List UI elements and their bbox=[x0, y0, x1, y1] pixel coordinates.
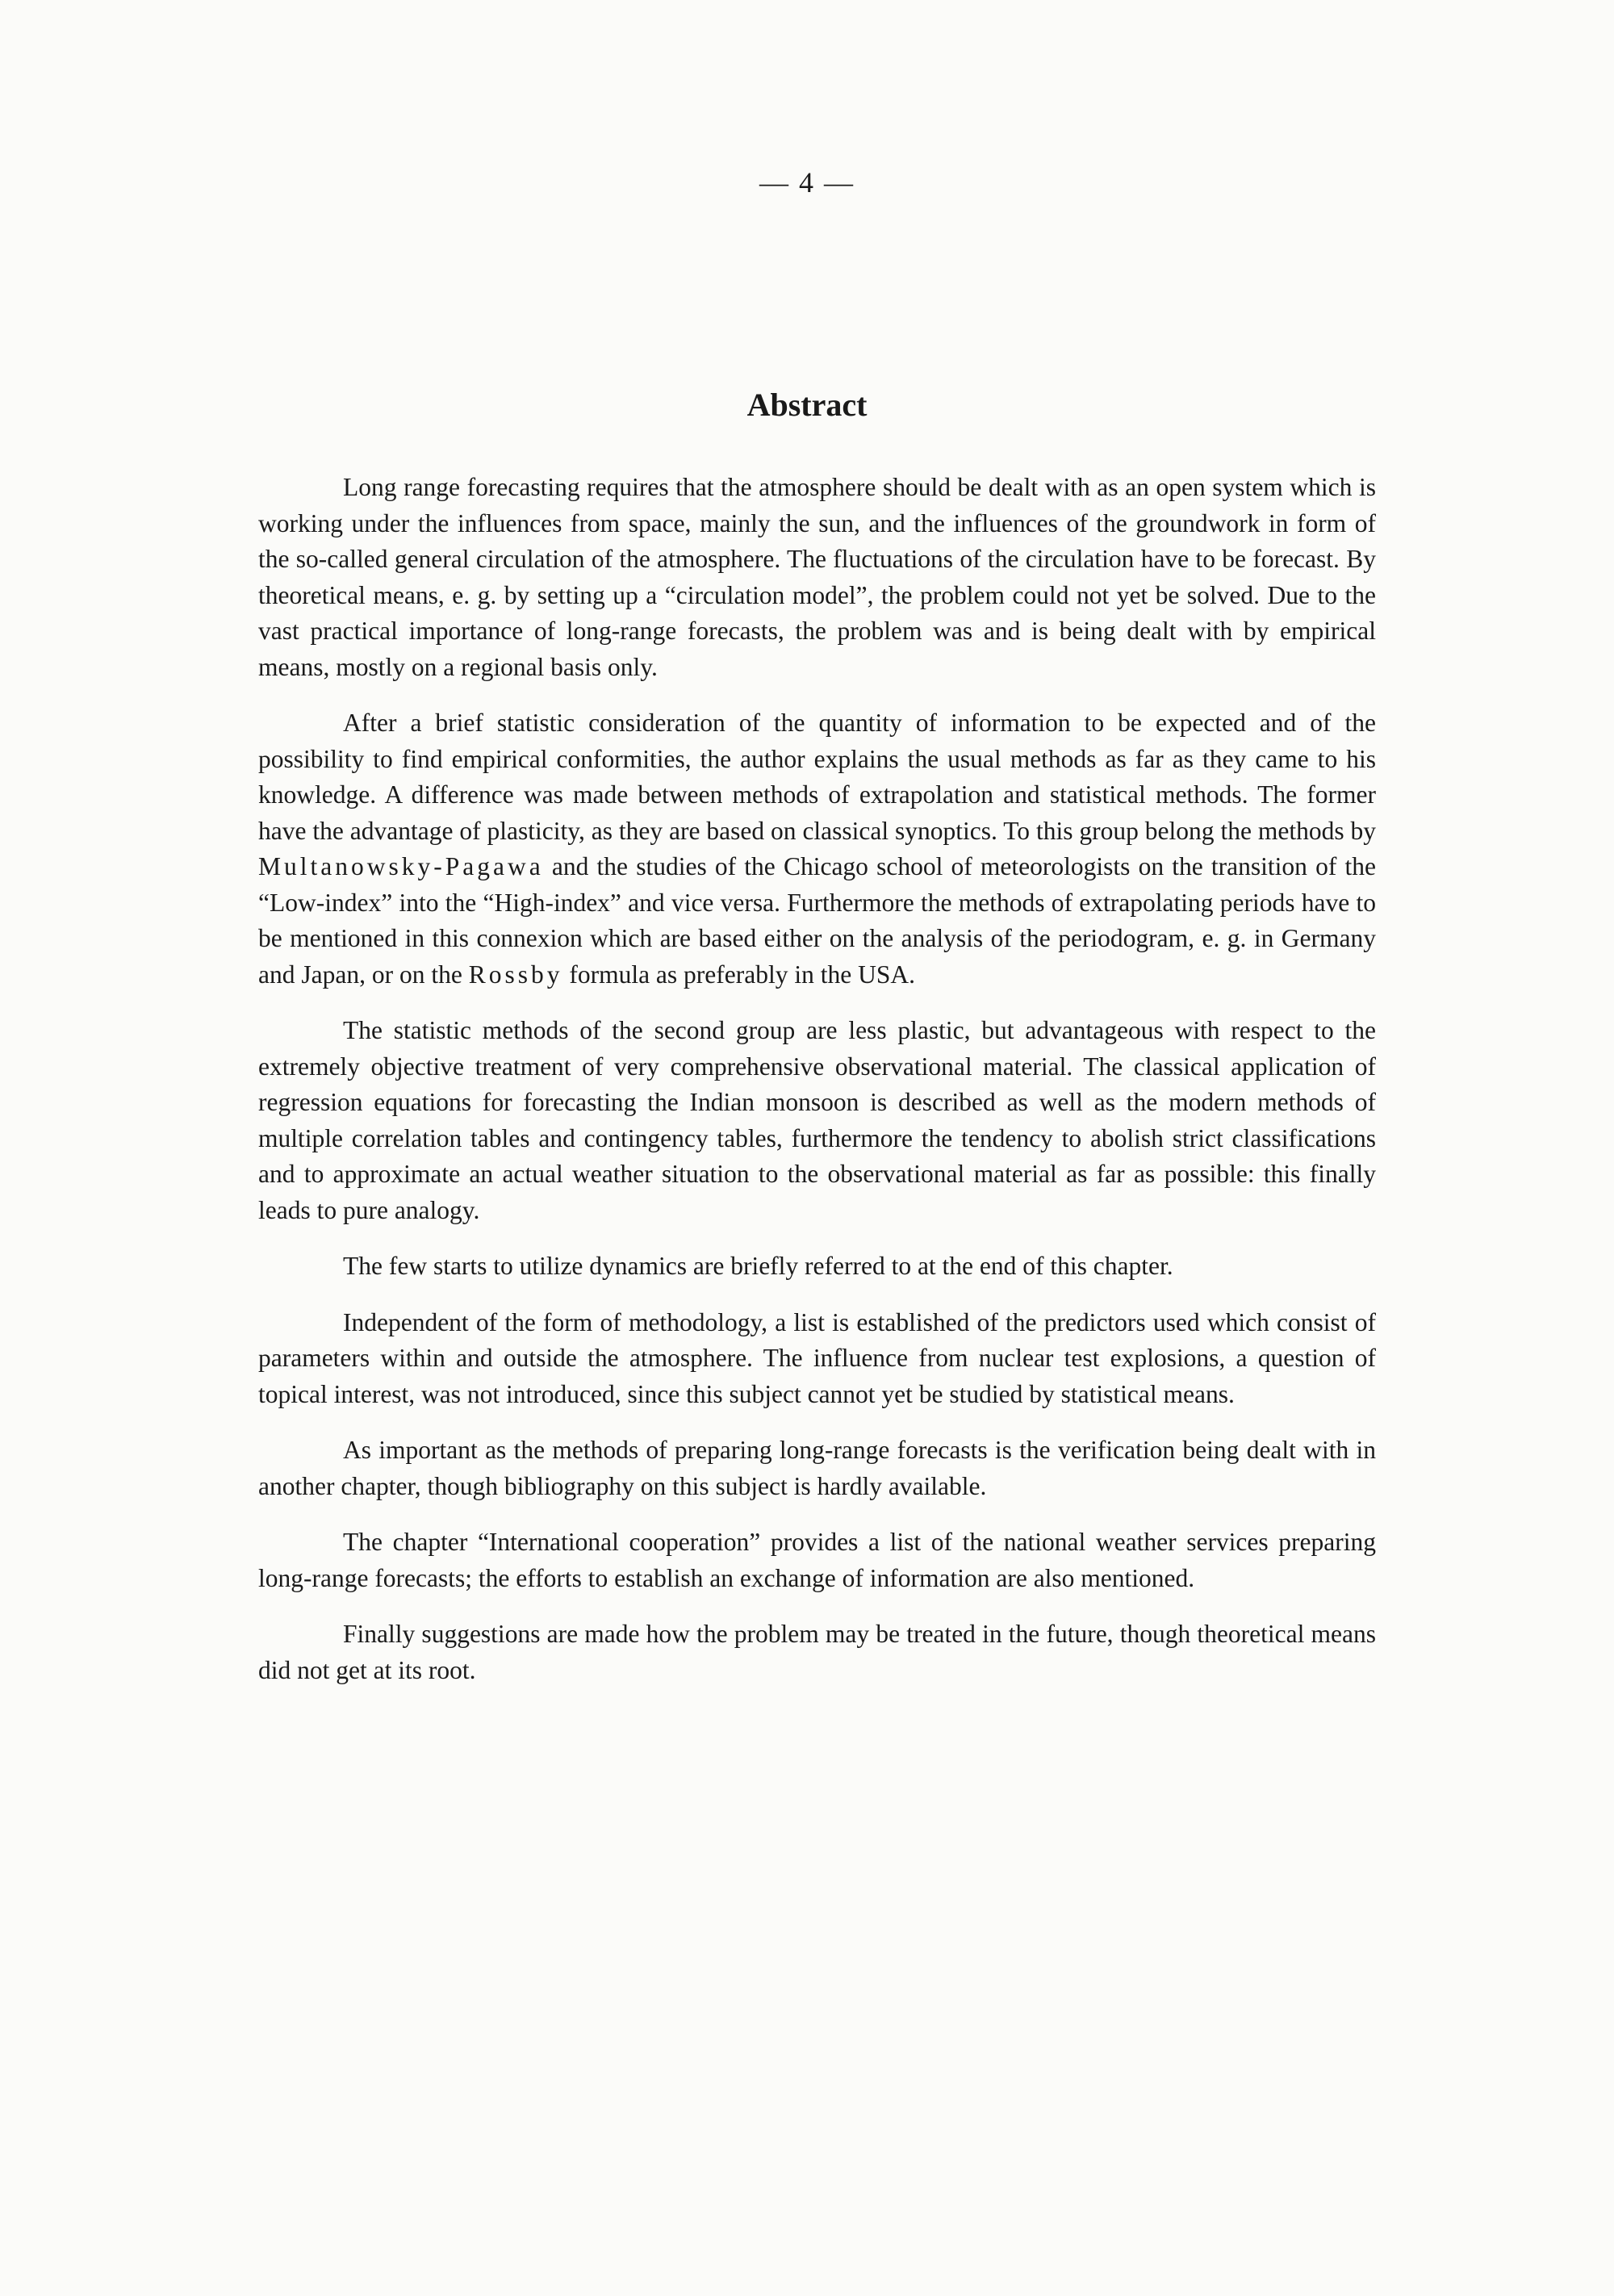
paragraph-6: As important as the methods of preparing long-range forecasts is the verification being dealt with in another chapter, though bibliography on this subject is hardly available. bbox=[258, 1436, 1376, 1500]
paragraph-3: The statistic methods of the second group are less plastic, but advantageous with respect to the extremely objective treatment of very comprehensive observational material. The classical application of regression equations for forecasting the Indian monsoon is described as well as the modern methods of multiple correlation tables and contingency tables, furthermore the tendency to abolish strict classifications and to approximate an actual weather situation to the observational material as far as possible: this finally leads to pure analogy. bbox=[258, 1016, 1376, 1224]
paragraph-8: Finally suggestions are made how the problem may be treated in the future, though theoretical means did not get at its root. bbox=[258, 1620, 1376, 1684]
paragraph-2-text-c: formula as preferably in the USA. bbox=[562, 960, 915, 989]
paragraph-5: Independent of the form of methodology, a list is established of the predictors used which consist of parameters within and outside the atmosphere. The influence from nuclear test explosions, a question of topical interest, was not introduced, since this subject cannot yet be studied by statistical means. bbox=[258, 1307, 1376, 1408]
abstract-body bbox=[258, 470, 1376, 1688]
author-name-rossby: Rossby bbox=[468, 960, 563, 989]
page-number: — 4 — bbox=[759, 166, 855, 199]
paragraph-2 bbox=[258, 705, 1376, 993]
paragraph-2-text-b: and the studies of the Chicago school of meteorologists on the transition of the “Low-index” into the “High-index” and vice versa. Furthermore the methods of extrapolating periods have to be mentioned in this connexion which are based either on the analysis of the periodogram, e. g. in Germany and Japan, or on the bbox=[258, 852, 1376, 989]
paragraph-4: The few starts to utilize dynamics are briefly referred to at the end of this chapter. bbox=[343, 1252, 1173, 1280]
abstract-title: Abstract bbox=[746, 387, 868, 423]
paragraph-1: Long range forecasting requires that the atmosphere should be dealt with as an open system which is working under the influences from space, mainly the sun, and the influences of the groundwork in form of the so-called general circulation of the atmosphere. The fluctuations of the circulation have to be forecast. By theoretical means, e. g. by setting up a “circulation model”, the problem could not yet be solved. Due to the vast practical importance of long-range forecasts, the problem was and is being dealt with by empirical means, mostly on a regional basis only. bbox=[258, 473, 1376, 681]
paragraph-2-text-a: After a brief statistic consideration of the quantity of information to be expected and of the possibility to find empirical conformities, the author explains the usual methods as far as they came to his knowledge. A difference was made between methods of extrapolation and statistical methods. The former have the advantage of plasticity, as they are based on classical synoptics. To this group belong the methods by bbox=[258, 709, 1376, 845]
author-name-multanowsky-pagawa: Multanowsky-Pagawa bbox=[258, 852, 544, 880]
paragraph-7: The chapter “International cooperation” provides a list of the national weather services preparing long-range forecasts; the efforts to establish an exchange of information are also mentioned. bbox=[258, 1528, 1376, 1592]
